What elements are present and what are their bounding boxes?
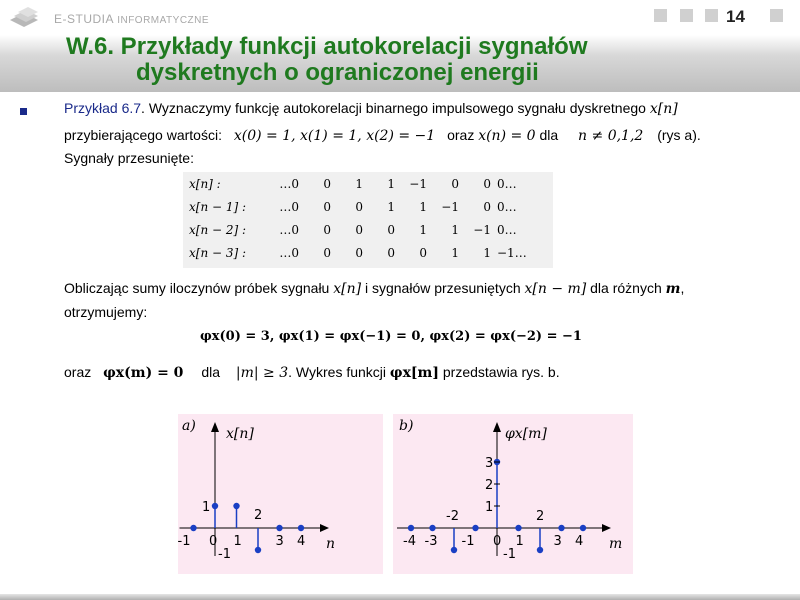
plot-b-ytick: 1 bbox=[485, 500, 494, 515]
logo-icon bbox=[6, 4, 50, 30]
nav-square-1[interactable] bbox=[654, 9, 667, 22]
shift-row-value: 0 bbox=[323, 199, 331, 214]
nav-square-4[interactable] bbox=[770, 9, 783, 22]
plot-a-panel-label: a) bbox=[182, 418, 196, 434]
plot-b-ytick: 3 bbox=[485, 456, 494, 471]
body-line-3: Sygnały przesunięte: bbox=[64, 150, 194, 166]
shift-row-label: x[n] : bbox=[189, 176, 221, 191]
sum-text-3: dla różnych bbox=[590, 280, 662, 296]
stem-point bbox=[233, 503, 239, 509]
stem-point bbox=[276, 525, 282, 531]
y-axis-arrow bbox=[493, 422, 501, 432]
plot-a-xtick: 2 bbox=[254, 508, 263, 523]
signal-values: x(0) = 1, x(1) = 1, x(2) = −1 bbox=[233, 128, 436, 144]
shift-row-value: −1 bbox=[441, 199, 459, 214]
sum-comma: , bbox=[680, 280, 685, 296]
slide-title bbox=[66, 34, 786, 86]
final-oraz: oraz bbox=[64, 364, 92, 380]
plot-b bbox=[393, 414, 633, 574]
sum-text-1: Obliczając sumy iloczynów próbek sygnału bbox=[64, 280, 330, 296]
shift-row-value: 1 bbox=[387, 199, 395, 214]
shift-row-dots: …0 bbox=[279, 222, 299, 237]
shift-row-value: 0 bbox=[323, 176, 331, 191]
plot-b-ytick: 2 bbox=[485, 478, 494, 493]
shift-row-dots: …0 bbox=[279, 176, 299, 191]
plot-b-xtick: -3 bbox=[424, 534, 438, 549]
title-line-2: dyskretnych o ograniczonej energii bbox=[136, 59, 539, 86]
shift-row-value: 1 bbox=[419, 222, 427, 237]
stem-point bbox=[537, 547, 543, 553]
shift-row-value: 0 bbox=[483, 176, 491, 191]
plot-b-xtick: 3 bbox=[553, 534, 562, 549]
plot-b-xtick: 0 bbox=[493, 534, 502, 549]
stem-point bbox=[190, 525, 196, 531]
logo-text: E-STUDIA INFORMATYCZNE bbox=[54, 12, 210, 26]
plot-b-ylabel: φx[m] bbox=[505, 426, 547, 442]
shift-row-value: 0 bbox=[355, 222, 363, 237]
plot-a-xtick: -1 bbox=[178, 534, 191, 549]
plot-a bbox=[178, 414, 383, 574]
figure-ref-a: (rys a). bbox=[657, 127, 701, 143]
plot-b-xlabel: m bbox=[609, 536, 623, 552]
plot-a-xtick: 4 bbox=[297, 534, 306, 549]
plot-b-xtick: -4 bbox=[403, 534, 416, 549]
stem-point bbox=[255, 547, 261, 553]
sum-line-1 bbox=[64, 280, 684, 297]
shift-row-value: 0 bbox=[355, 245, 363, 260]
plot-b-xtick: 4 bbox=[575, 534, 584, 549]
shift-row-dots: …0 bbox=[279, 199, 299, 214]
shift-table bbox=[183, 172, 553, 268]
plot-a-ylabel-1: 1 bbox=[202, 500, 211, 515]
shift-row-end: 0… bbox=[497, 222, 517, 237]
stem-point bbox=[408, 525, 414, 531]
plot-a-xtick: 0 bbox=[209, 534, 218, 549]
shift-row-value: −1 bbox=[473, 222, 491, 237]
body-line-1-text: . Wyznaczymy funkcję autokorelacji binarnego impulsowego sygnału dyskretnego bbox=[141, 100, 646, 116]
index-condition: n ≠ 0,1,2 bbox=[578, 128, 644, 144]
values-prefix: przybierającego wartości: bbox=[64, 127, 222, 143]
plot-b-xtick: 2 bbox=[536, 509, 545, 524]
x-axis-arrow bbox=[320, 524, 329, 532]
sum-math-2: x[n − m] bbox=[524, 281, 587, 297]
plot-b-xtick: -2 bbox=[446, 509, 459, 524]
shift-row-label: x[n − 2] : bbox=[189, 222, 247, 237]
plot-b-xtick: 1 bbox=[515, 534, 524, 549]
plot-a-xlabel: n bbox=[326, 536, 336, 552]
shift-row-end: −1… bbox=[497, 245, 527, 260]
nav-square-2[interactable] bbox=[680, 9, 693, 22]
shift-row-end: 0… bbox=[497, 176, 517, 191]
body-line-2 bbox=[64, 127, 701, 144]
shift-row-value: 1 bbox=[451, 245, 459, 260]
shift-row-value: 0 bbox=[355, 199, 363, 214]
shift-row-value: 1 bbox=[419, 199, 427, 214]
shift-row-dots: …0 bbox=[279, 245, 299, 260]
autocorr-formula: φx(0) = 3, φx(1) = φx(−1) = 0, φx(2) = φx(−2) = −1 bbox=[200, 329, 582, 344]
shift-row-value: 1 bbox=[483, 245, 491, 260]
plot-b-svg bbox=[393, 414, 633, 574]
shift-row-label: x[n − 3] : bbox=[189, 245, 247, 260]
shift-row-value: 1 bbox=[387, 176, 395, 191]
slide-number: 14 bbox=[726, 7, 745, 26]
shift-row-value: 0 bbox=[323, 222, 331, 237]
stem-point bbox=[451, 547, 457, 553]
stem-point bbox=[472, 525, 478, 531]
plot-a-ylabel-neg1: -1 bbox=[218, 547, 231, 562]
final-text: . Wykres funkcji bbox=[288, 364, 387, 380]
final-end: przedstawia rys. b. bbox=[442, 364, 560, 380]
bottom-line bbox=[0, 594, 800, 600]
y-axis-arrow bbox=[211, 422, 219, 432]
final-line bbox=[64, 364, 560, 381]
plot-a-xtick: 3 bbox=[275, 534, 284, 549]
shift-row-value: 0 bbox=[483, 199, 491, 214]
final-phi: φx[m] bbox=[389, 365, 439, 381]
shift-row bbox=[183, 241, 541, 264]
shift-row-value: 0 bbox=[387, 222, 395, 237]
sum-line-2: otrzymujemy: bbox=[64, 304, 148, 320]
shift-row-value: 1 bbox=[355, 176, 363, 191]
signal-symbol: x[n] bbox=[649, 101, 678, 117]
shift-row-value: 0 bbox=[323, 245, 331, 260]
stem-point bbox=[429, 525, 435, 531]
stem-point bbox=[558, 525, 564, 531]
sum-math-1: x[n] bbox=[333, 281, 362, 297]
shift-row-value: −1 bbox=[409, 176, 427, 191]
shift-row-end: 0… bbox=[497, 199, 517, 214]
plot-a-xtick: 1 bbox=[233, 534, 242, 549]
shift-row bbox=[183, 218, 541, 241]
plot-b-ytick-neg1: -1 bbox=[503, 547, 516, 562]
shift-row-value: 0 bbox=[387, 245, 395, 260]
final-dla: dla bbox=[201, 364, 220, 380]
plot-a-svg bbox=[178, 414, 383, 574]
example-label: Przykład 6.7 bbox=[64, 100, 142, 116]
nav-square-3[interactable] bbox=[705, 9, 718, 22]
shift-row-value: 0 bbox=[451, 176, 459, 191]
shift-row-value: 0 bbox=[419, 245, 427, 260]
oraz-word: oraz bbox=[447, 127, 475, 143]
body-line-1 bbox=[64, 100, 678, 117]
shift-row bbox=[183, 195, 541, 218]
stem-point bbox=[580, 525, 586, 531]
shift-row-value: 1 bbox=[451, 222, 459, 237]
shift-row bbox=[183, 172, 541, 195]
title-line-1: W.6. Przykłady funkcji autokorelacji sygnałów bbox=[66, 33, 588, 60]
dla-word: dla bbox=[539, 127, 559, 143]
sum-m: m bbox=[665, 281, 681, 297]
stem-point bbox=[515, 525, 521, 531]
stem-point bbox=[298, 525, 304, 531]
plot-b-xtick: -1 bbox=[461, 534, 475, 549]
shift-row-label: x[n − 1] : bbox=[189, 199, 247, 214]
final-math: φx(m) = 0 bbox=[103, 365, 184, 381]
plot-b-panel-label: b) bbox=[399, 418, 414, 434]
stem-point bbox=[212, 503, 218, 509]
final-cond: |m| ≥ 3 bbox=[235, 365, 289, 381]
bullet-icon bbox=[20, 108, 27, 115]
x-axis-arrow bbox=[602, 524, 611, 532]
logo bbox=[6, 4, 216, 26]
plot-a-ylabel: x[n] bbox=[226, 426, 254, 442]
sum-text-2: i sygnałów przesuniętych bbox=[364, 280, 521, 296]
zero-condition: x(n) = 0 bbox=[478, 128, 536, 144]
